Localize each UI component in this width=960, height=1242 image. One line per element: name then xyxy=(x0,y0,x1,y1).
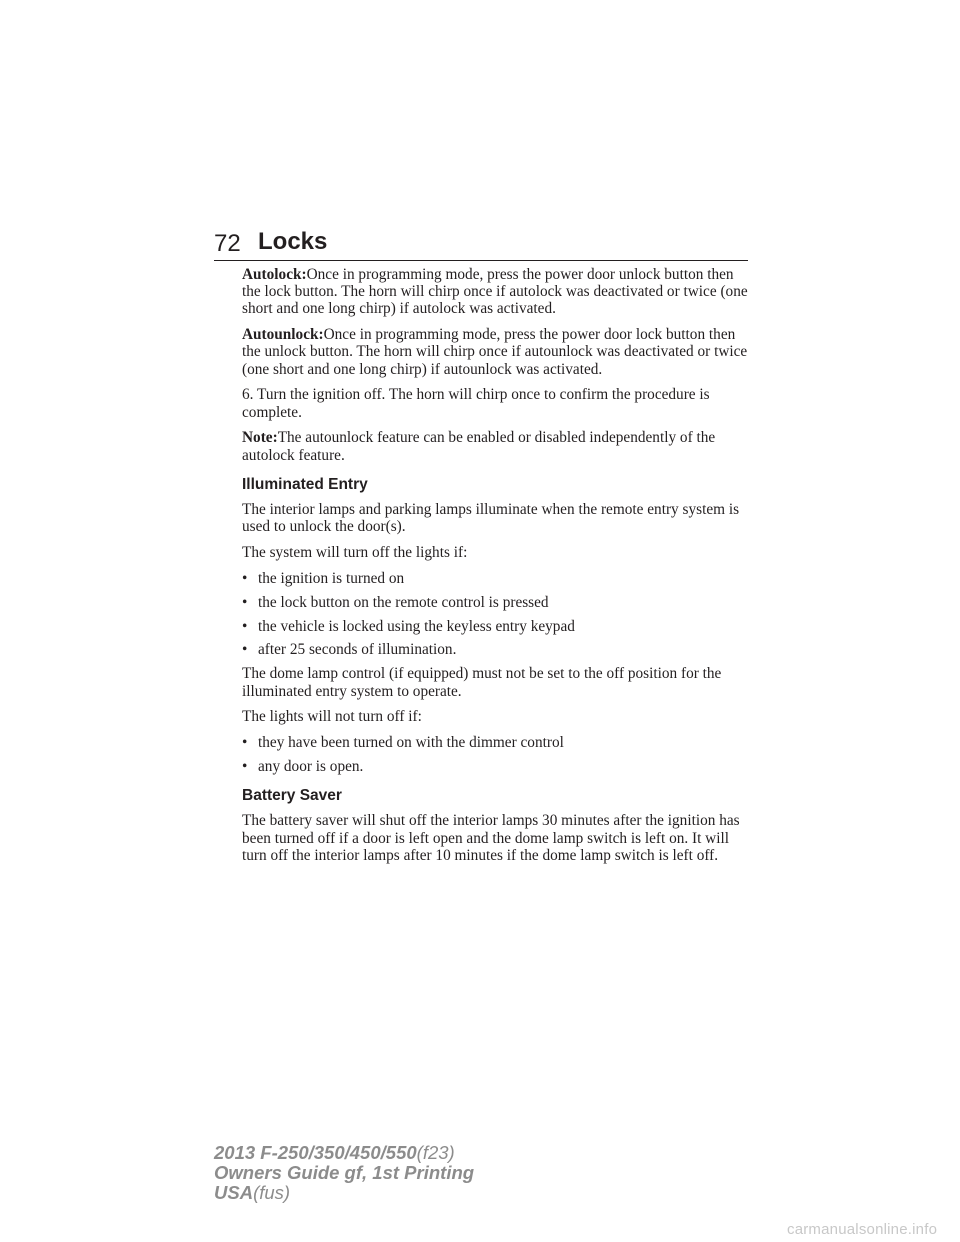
bullet-icon: • xyxy=(242,758,248,776)
illuminated-entry-intro: The interior lamps and parking lamps illuminate when the remote entry system is used to unlock the door(s). xyxy=(242,501,740,536)
list-item: • the vehicle is locked using the keyless entry keypad xyxy=(242,617,575,635)
list-item: • after 25 seconds of illumination. xyxy=(242,641,457,659)
page-body xyxy=(242,266,752,873)
dome-lamp-paragraph: The dome lamp control (if equipped) must not be set to the off position for the illuminated entry system to operate. xyxy=(242,665,722,700)
section-title: Locks xyxy=(258,228,328,255)
document-footer xyxy=(214,1143,474,1203)
lights-stay-on-intro: The lights will not turn off if: xyxy=(242,708,422,726)
bullet-icon: • xyxy=(242,734,248,752)
list-item: • the ignition is turned on xyxy=(242,569,405,587)
note-text: The autounlock feature can be enabled or disabled independently of the autolock feature. xyxy=(242,429,716,464)
autounlock-text: Once in programming mode, press the power door lock button then the unlock button. The horn will chirp once if autounlock was deactivated or twice (one short and one long chirp) if autounlock was activated. xyxy=(242,326,748,378)
autolock-paragraph xyxy=(242,266,752,318)
header-divider xyxy=(214,260,748,261)
bullet-icon: • xyxy=(242,641,248,659)
autolock-label: Autolock: xyxy=(242,266,307,283)
bullet-icon: • xyxy=(242,569,248,587)
battery-saver-paragraph: The battery saver will shut off the interior lamps 30 minutes after the ignition has been turned off if a door is left open and the dome lamp switch is left on. It will turn off the interior lamps after 10 minutes if the dome lamp switch is left off. xyxy=(242,812,740,864)
battery-saver-heading: Battery Saver xyxy=(242,787,342,805)
autounlock-paragraph xyxy=(242,326,752,378)
page-header xyxy=(214,226,748,262)
note-label: Note: xyxy=(242,429,278,447)
list-item: • they have been turned on with the dimmer control xyxy=(242,734,564,752)
bullet-icon: • xyxy=(242,617,248,635)
illuminated-entry-heading: Illuminated Entry xyxy=(242,475,368,493)
bullet-icon: • xyxy=(242,593,248,611)
footer-line-region: USA(fus) xyxy=(214,1182,291,1203)
list-item: • the lock button on the remote control is pressed xyxy=(242,593,549,611)
footer-line-printing: Owners Guide gf, 1st Printing xyxy=(214,1162,475,1183)
watermark-text: carmanualsonline.info xyxy=(787,1221,938,1238)
autounlock-label: Autounlock: xyxy=(242,326,324,344)
autolock-text: Once in programming mode, press the power door unlock button then the lock button. The horn will chirp once if autolock was deactivated or twice (one short and one long chirp) if autolock was activated. xyxy=(242,266,748,318)
lights-off-conditions-intro: The system will turn off the lights if: xyxy=(242,544,468,562)
footer-line-model: 2013 F-250/350/450/550(f23) xyxy=(214,1142,455,1163)
page-number: 72 xyxy=(214,230,241,257)
step-6-paragraph: 6. Turn the ignition off. The horn will chirp once to confirm the procedure is complete. xyxy=(242,386,710,421)
list-item: • any door is open. xyxy=(242,758,364,776)
note-paragraph xyxy=(242,429,752,463)
